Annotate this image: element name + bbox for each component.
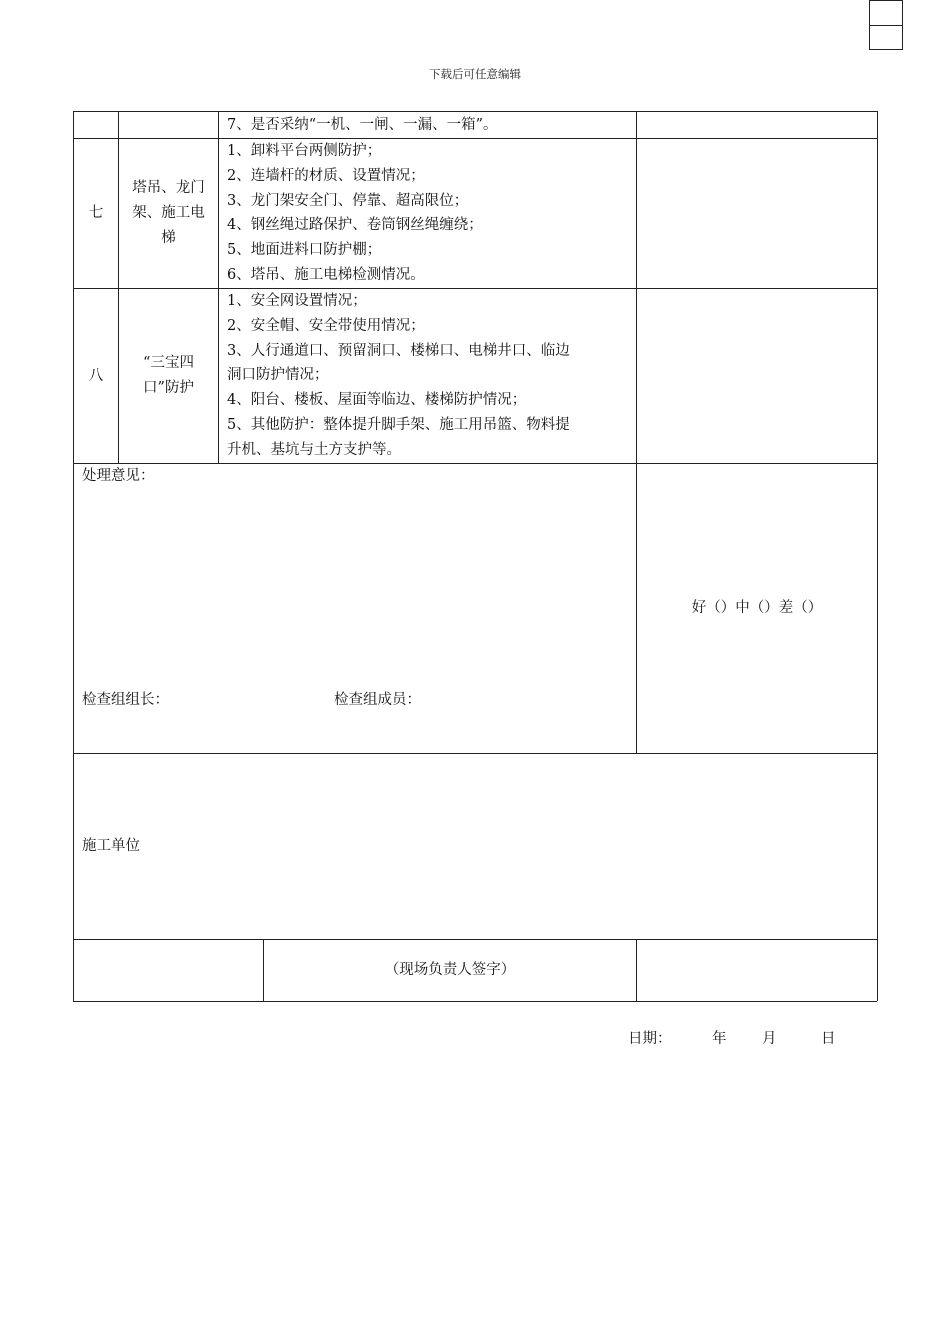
check-item: 5、地面进料口防护棚；	[227, 242, 382, 259]
row-number: 七	[88, 205, 104, 222]
opinion-label: 处理意见：	[82, 468, 155, 484]
check-item: 升机、基坑与土方支护等。	[227, 441, 401, 458]
check-item: 4、钢丝绳过路保护、卷筒钢丝绳缠绕；	[227, 217, 483, 234]
row-category-cell	[119, 139, 218, 288]
header-note: 下载后可任意编辑	[429, 67, 521, 81]
check-item: 7、是否采纳“一机、一闸、一漏、一箱”。	[227, 117, 498, 133]
member-label: 检查组成员：	[334, 692, 421, 708]
date-label: 日期：	[628, 1031, 672, 1047]
signature-label: （现场负责人签字）	[384, 962, 516, 979]
row-category-cell	[119, 289, 218, 463]
check-item: 6、塔吊、施工电梯检测情况。	[227, 266, 425, 283]
date-month: 月	[762, 1031, 777, 1047]
leader-label: 检查组组长：	[82, 692, 169, 708]
row-number: 八	[88, 367, 104, 384]
check-item: 2、安全帽、安全带使用情况；	[227, 317, 425, 334]
row-number	[74, 112, 118, 138]
check-item: 5、其他防护：整体提升脚手架、施工用吊篮、物料提	[227, 416, 570, 433]
check-item: 2、连墙杆的材质、设置情况；	[227, 167, 425, 184]
check-item: 1、卸料平台两侧防护；	[227, 143, 382, 159]
check-item: 4、阳台、楼板、屋面等临边、楼梯防护情况；	[227, 392, 527, 409]
contractor-label: 施工单位	[82, 838, 140, 854]
row-category: 塔吊、龙门架、施工电梯	[132, 180, 205, 246]
row-category: “三宝四口”防护	[143, 355, 194, 396]
check-item-list	[227, 289, 570, 463]
check-item: 3、人行通道口、预留洞口、楼梯口、电梯井口、临边	[227, 342, 570, 359]
check-item-list	[227, 139, 483, 288]
check-item: 1、安全网设置情况；	[227, 293, 367, 309]
row-category	[119, 112, 218, 138]
check-item: 洞口防护情况；	[227, 367, 329, 384]
date-year: 年	[712, 1031, 727, 1047]
date-day: 日	[821, 1031, 836, 1047]
check-item: 3、龙门架安全门、停靠、超高限位；	[227, 192, 469, 209]
rating-options: 好（）中（）差（）	[691, 600, 823, 617]
